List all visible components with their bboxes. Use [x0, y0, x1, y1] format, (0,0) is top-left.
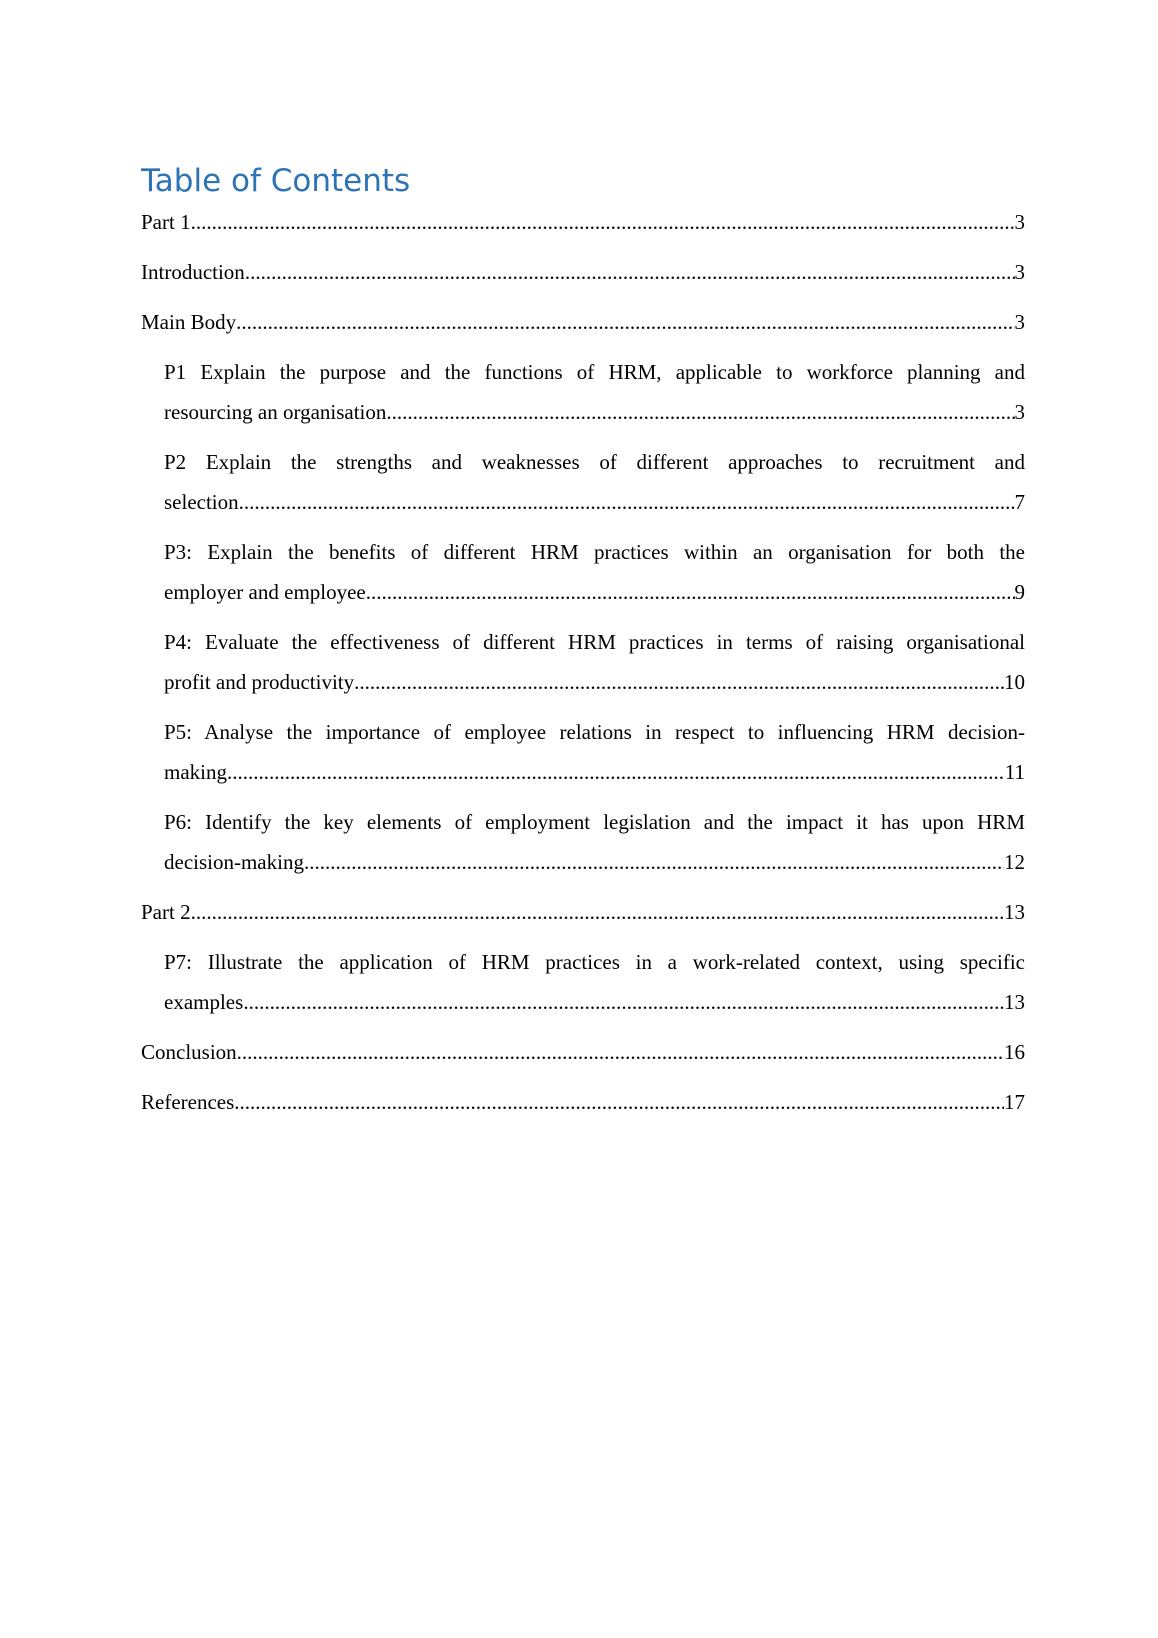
toc-page-number: 12	[1004, 850, 1025, 874]
toc-entry[interactable]	[141, 252, 1025, 292]
toc-entry-title: Main Body	[141, 310, 237, 334]
toc-dot-leader	[236, 302, 1014, 342]
toc-entry[interactable]	[141, 302, 1025, 342]
toc-entry-title: Conclusion	[141, 1040, 237, 1064]
toc-dot-leader	[191, 202, 1015, 242]
toc-heading: Table of Contents	[141, 163, 411, 199]
toc-page-number: 7	[1014, 490, 1025, 514]
toc-entry[interactable]	[164, 622, 1025, 702]
toc-entry-title: examples	[164, 990, 244, 1014]
toc-entry[interactable]	[141, 892, 1025, 932]
toc-page-number: 3	[1014, 400, 1025, 424]
toc-page-number: 10	[1004, 670, 1025, 694]
toc-page-number: 13	[1004, 900, 1025, 924]
toc-entry-title: Part 2	[141, 900, 191, 924]
toc-page-number: 3	[1014, 310, 1025, 334]
toc-entry[interactable]	[164, 712, 1025, 792]
toc-entry-title: References	[141, 1090, 235, 1114]
toc-page-number: 16	[1004, 1040, 1025, 1064]
toc-entry-title-first-line: P6: Identify the key elements of employment legislation and the impact it has upon HRM	[164, 810, 1025, 834]
toc-page-number: 11	[1004, 760, 1025, 784]
toc-entry-line	[141, 202, 1025, 242]
toc-entry[interactable]	[141, 1032, 1025, 1072]
toc-dot-leader	[243, 982, 1004, 1022]
toc-entry-title: profit and productivity	[164, 670, 355, 694]
toc-entry-title-first-line: P1 Explain the purpose and the functions of HRM, applicable to workforce planning and	[164, 360, 1025, 384]
toc-entry-title: decision-making	[164, 850, 304, 874]
toc-dot-leader	[366, 572, 1015, 612]
toc-dot-leader	[191, 892, 1004, 932]
toc-entry-title-first-line: P4: Evaluate the effectiveness of different HRM practices in terms of raising organisational	[164, 630, 1025, 654]
toc-entry-line	[164, 662, 1025, 702]
toc-dot-leader	[386, 392, 1014, 432]
toc-dot-leader	[304, 842, 1004, 882]
toc-entry-title: selection	[164, 490, 239, 514]
toc-entry-title-first-line: P5: Analyse the importance of employee relations in respect to influencing HRM decision-	[164, 720, 1025, 744]
toc-entry-title: Introduction	[141, 260, 245, 284]
toc-entry[interactable]	[164, 942, 1025, 1022]
toc-page-number: 17	[1004, 1090, 1025, 1114]
toc-entry-line	[164, 572, 1025, 612]
toc-dot-leader	[239, 482, 1015, 522]
toc-entry-line	[141, 892, 1025, 932]
toc-entry[interactable]	[164, 442, 1025, 522]
toc-entry-line	[164, 752, 1025, 792]
toc-entry-line	[141, 252, 1025, 292]
toc-entry-title: employer and employee	[164, 580, 366, 604]
toc-entry-line	[141, 1032, 1025, 1072]
toc-entry-title-first-line: P7: Illustrate the application of HRM practices in a work-related context, using specific	[164, 950, 1025, 974]
toc-entry-line	[164, 982, 1025, 1022]
toc-entry[interactable]	[164, 352, 1025, 432]
toc-entry-title: Part 1	[141, 210, 191, 234]
toc-page-number: 13	[1004, 990, 1025, 1014]
toc-entry[interactable]	[141, 1082, 1025, 1122]
toc-page-number: 3	[1014, 210, 1025, 234]
toc-page-number: 3	[1014, 260, 1025, 284]
toc-page-number: 9	[1014, 580, 1025, 604]
toc-entry-line	[141, 302, 1025, 342]
table-of-contents	[141, 162, 1025, 1132]
toc-entry-line	[164, 482, 1025, 522]
toc-dot-leader	[354, 662, 1004, 702]
toc-dot-leader	[245, 252, 1015, 292]
toc-entry-title-first-line: P2 Explain the strengths and weaknesses of different approaches to recruitment and	[164, 450, 1025, 474]
toc-entry-title: resourcing an organisation	[164, 400, 387, 424]
toc-entry[interactable]	[164, 802, 1025, 882]
toc-dot-leader	[237, 1032, 1004, 1072]
toc-entry-line	[164, 392, 1025, 432]
toc-dot-leader	[227, 752, 1005, 792]
toc-entry-line	[141, 1082, 1025, 1122]
toc-entry[interactable]	[141, 202, 1025, 242]
toc-dot-leader	[234, 1082, 1004, 1122]
toc-entry[interactable]	[164, 532, 1025, 612]
toc-entry-line	[164, 842, 1025, 882]
toc-entry-title: making	[164, 760, 227, 784]
toc-entry-title-first-line: P3: Explain the benefits of different HRM practices within an organisation for both the	[164, 540, 1025, 564]
